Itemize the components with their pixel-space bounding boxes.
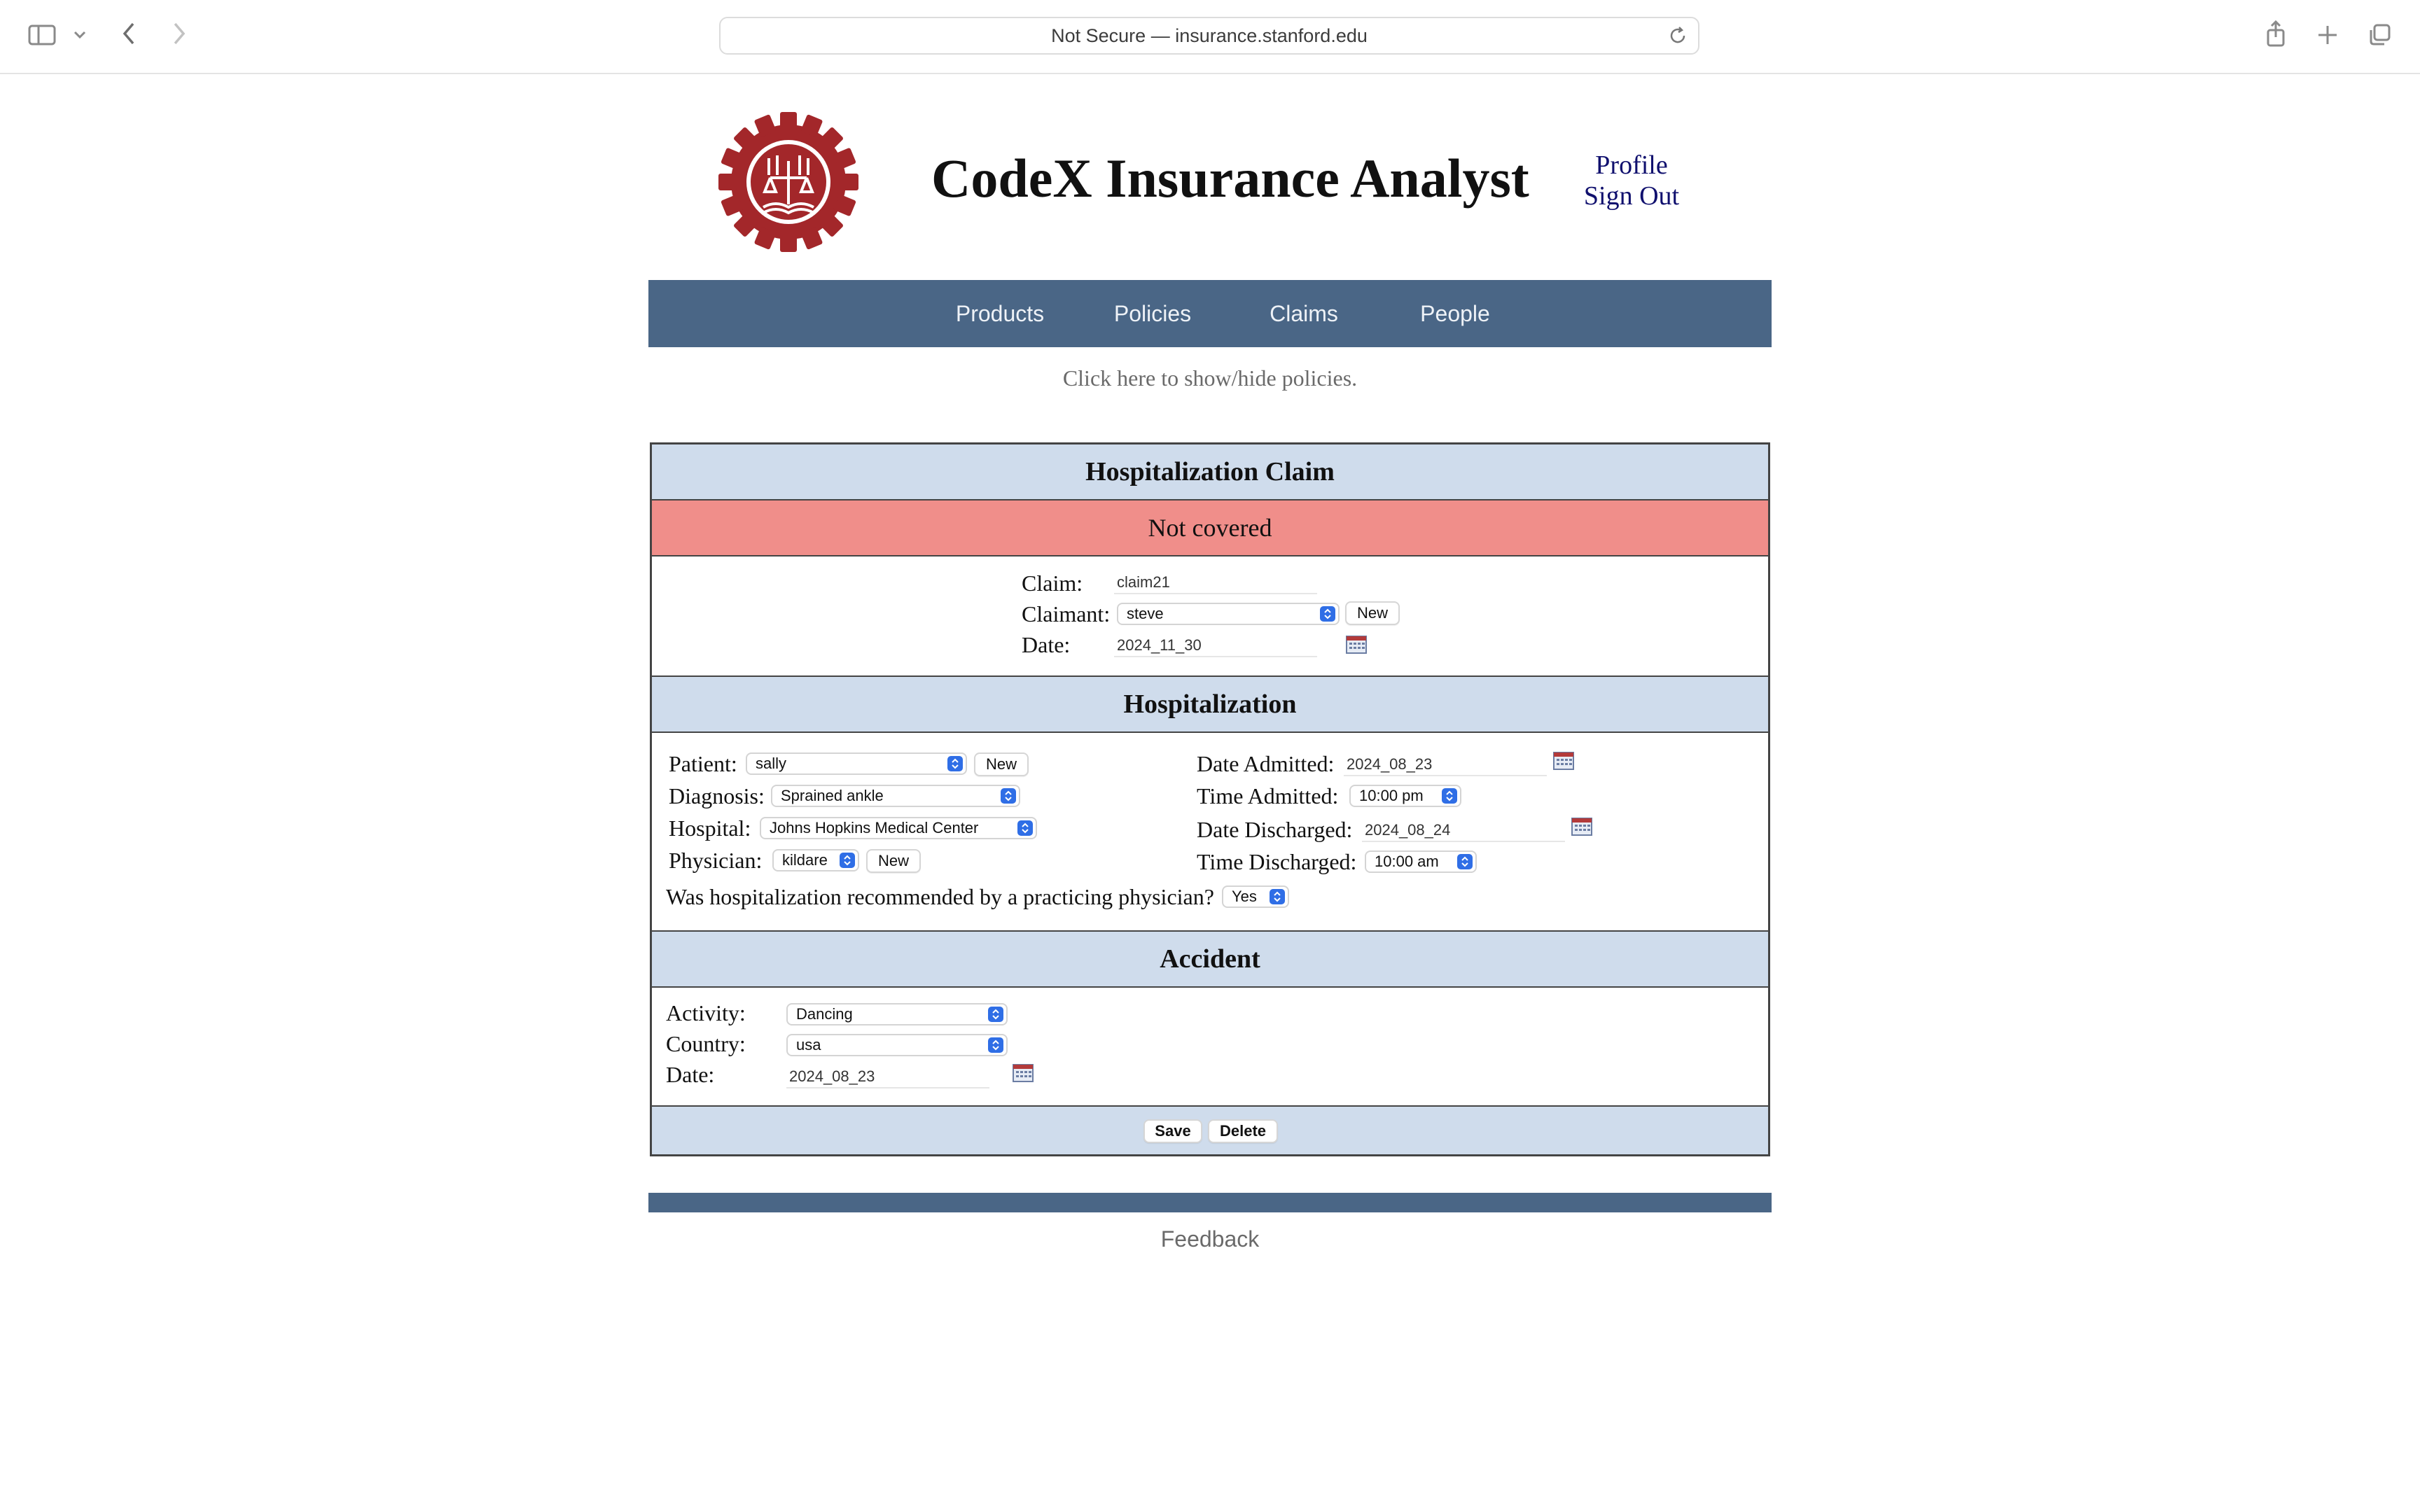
url-text: Not Secure — insurance.stanford.edu bbox=[1051, 25, 1368, 46]
select-arrows-icon bbox=[840, 853, 855, 868]
footer-bar bbox=[648, 1193, 1772, 1212]
claimant-value: steve bbox=[1127, 605, 1164, 622]
select-arrows-icon bbox=[988, 1007, 1003, 1022]
physician-label: Physician: bbox=[669, 848, 763, 873]
date-admitted-label: Date Admitted: bbox=[1197, 751, 1335, 776]
new-physician-button[interactable]: New bbox=[866, 849, 921, 873]
sidebar-icon[interactable] bbox=[27, 22, 57, 48]
country-select[interactable] bbox=[786, 1034, 1008, 1056]
accident-date-label: Date: bbox=[666, 1062, 715, 1087]
physician-select[interactable] bbox=[772, 849, 859, 872]
activity-value: Dancing bbox=[796, 1005, 853, 1023]
recommended-label: Was hospitalization recommended by a practicing physician? bbox=[666, 884, 1214, 909]
feedback-link[interactable]: Feedback bbox=[1160, 1226, 1260, 1252]
address-bar[interactable] bbox=[719, 17, 1699, 55]
nav-claims[interactable]: Claims bbox=[1270, 301, 1338, 326]
new-claimant-button[interactable]: New bbox=[1345, 601, 1400, 625]
nav-products[interactable]: Products bbox=[955, 301, 1045, 326]
physician-value: kildare bbox=[782, 851, 828, 869]
toggle-policies-link[interactable]: Click here to show/hide policies. bbox=[1062, 365, 1358, 391]
recommended-value: Yes bbox=[1232, 888, 1257, 905]
accident-header: Accident bbox=[652, 932, 1768, 988]
country-label: Country: bbox=[666, 1031, 746, 1056]
save-button[interactable]: Save bbox=[1143, 1119, 1202, 1143]
share-icon[interactable] bbox=[2262, 17, 2290, 50]
select-arrows-icon bbox=[1270, 889, 1285, 904]
new-patient-button[interactable]: New bbox=[974, 752, 1029, 776]
app-title: CodeX Insurance Analyst bbox=[931, 148, 1529, 209]
claim-details-section bbox=[652, 556, 1768, 677]
patient-value: sally bbox=[756, 755, 787, 772]
select-arrows-icon bbox=[1017, 820, 1033, 836]
diagnosis-select[interactable] bbox=[771, 785, 1020, 807]
hospital-label: Hospital: bbox=[669, 816, 751, 841]
user-links bbox=[1541, 150, 1723, 211]
back-icon[interactable] bbox=[118, 20, 140, 48]
claim-date-label: Date: bbox=[1022, 632, 1071, 657]
activity-label: Activity: bbox=[666, 1000, 746, 1026]
main-nav bbox=[648, 280, 1772, 347]
calendar-icon[interactable] bbox=[1571, 816, 1593, 836]
select-arrows-icon bbox=[947, 756, 963, 771]
select-arrows-icon bbox=[1320, 606, 1335, 622]
claim-date-field[interactable]: 2024_11_30 bbox=[1114, 634, 1317, 657]
select-arrows-icon bbox=[1457, 854, 1473, 869]
new-tab-icon[interactable] bbox=[2314, 21, 2342, 49]
select-arrows-icon bbox=[988, 1037, 1003, 1053]
hospitalization-claim-form bbox=[650, 442, 1770, 1156]
hospital-value: Johns Hopkins Medical Center bbox=[770, 819, 979, 836]
calendar-icon[interactable] bbox=[1552, 750, 1575, 771]
chevron-down-icon[interactable] bbox=[70, 25, 90, 45]
reload-icon[interactable] bbox=[1667, 25, 1688, 50]
date-admitted-field[interactable]: 2024_08_23 bbox=[1344, 752, 1547, 776]
time-discharged-select[interactable] bbox=[1365, 850, 1477, 873]
diagnosis-label: Diagnosis: bbox=[669, 783, 765, 808]
date-discharged-label: Date Discharged: bbox=[1197, 817, 1353, 842]
tabs-overview-icon[interactable] bbox=[2365, 21, 2393, 49]
time-discharged-label: Time Discharged: bbox=[1197, 849, 1357, 874]
time-discharged-value: 10:00 am bbox=[1375, 853, 1439, 870]
claimant-select[interactable] bbox=[1117, 603, 1340, 625]
codex-logo bbox=[718, 112, 858, 252]
claim-label: Claim: bbox=[1022, 570, 1083, 596]
recommended-select[interactable] bbox=[1222, 886, 1289, 908]
hospital-select[interactable] bbox=[760, 817, 1037, 839]
nav-policies[interactable]: Policies bbox=[1113, 301, 1192, 326]
hospitalization-section bbox=[652, 733, 1768, 932]
time-admitted-value: 10:00 pm bbox=[1359, 787, 1424, 804]
select-arrows-icon bbox=[1442, 788, 1457, 804]
claimant-label: Claimant: bbox=[1022, 601, 1111, 626]
browser-toolbar bbox=[0, 0, 2420, 74]
claim-title: Hospitalization Claim bbox=[652, 444, 1768, 500]
profile-link[interactable]: Profile bbox=[1595, 150, 1668, 180]
time-admitted-label: Time Admitted: bbox=[1197, 783, 1339, 808]
sign-out-link[interactable]: Sign Out bbox=[1583, 181, 1680, 211]
time-admitted-select[interactable] bbox=[1349, 785, 1461, 807]
actions-bar bbox=[652, 1107, 1768, 1154]
patient-label: Patient: bbox=[669, 751, 737, 776]
country-value: usa bbox=[796, 1036, 821, 1054]
accident-date-field[interactable]: 2024_08_23 bbox=[786, 1065, 989, 1088]
coverage-status: Not covered bbox=[652, 500, 1768, 556]
diagnosis-value: Sprained ankle bbox=[781, 787, 884, 804]
accident-section bbox=[652, 988, 1768, 1107]
patient-select[interactable] bbox=[746, 752, 967, 775]
forward-icon[interactable] bbox=[168, 20, 190, 48]
hospitalization-header: Hospitalization bbox=[652, 677, 1768, 733]
activity-select[interactable] bbox=[786, 1003, 1008, 1026]
calendar-icon[interactable] bbox=[1345, 634, 1368, 654]
delete-button[interactable]: Delete bbox=[1208, 1119, 1278, 1143]
calendar-icon[interactable] bbox=[1012, 1062, 1034, 1083]
date-discharged-field[interactable]: 2024_08_24 bbox=[1362, 818, 1565, 842]
nav-people[interactable]: People bbox=[1420, 301, 1490, 326]
claim-id-field[interactable]: claim21 bbox=[1114, 570, 1317, 594]
select-arrows-icon bbox=[1001, 788, 1016, 804]
